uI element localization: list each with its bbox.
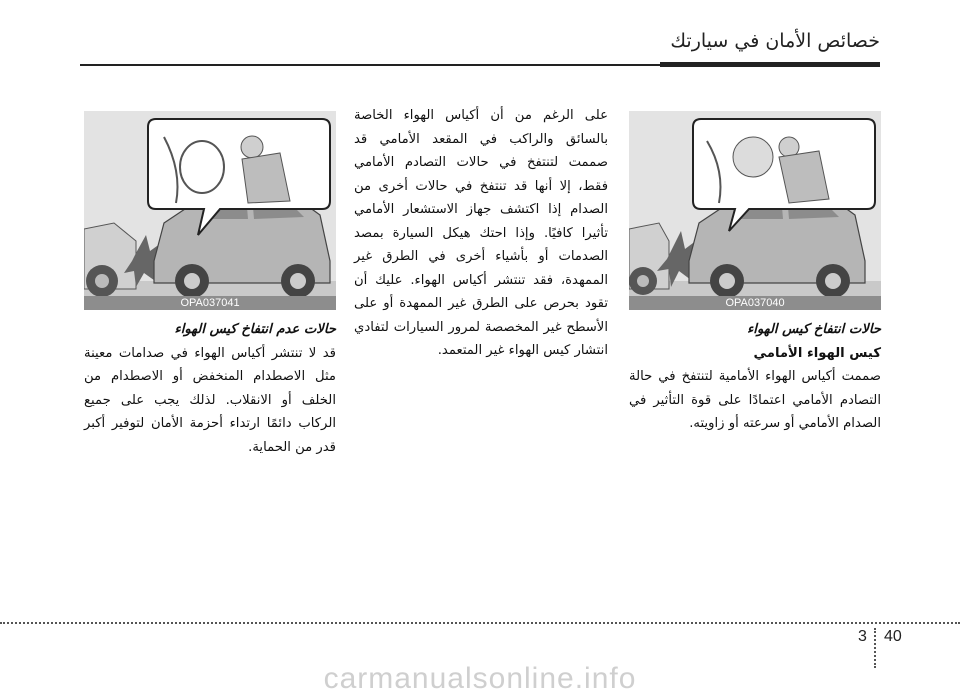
header-rule-accent: [660, 62, 880, 67]
watermark: carmanualsonline.info: [323, 662, 637, 695]
left-caption: حالات عدم انتفاخ كيس الهواء: [174, 322, 336, 337]
left-column: [84, 318, 336, 459]
right-caption: حالات انتفاخ كيس الهواء: [747, 322, 881, 337]
middle-column: [354, 104, 608, 363]
figure-code-left: OPA037041: [84, 296, 336, 310]
figure-code-right: OPA037040: [629, 296, 881, 310]
collision-illustration-left: [84, 111, 336, 310]
page-number: 40: [884, 628, 902, 645]
left-paragraph: قد لا تنتشر أكياس الهواء في صدامات معينة مثل الاصطدام المنخفض أو الاصطدام من الخلف أو الانقلاب. لذلك يجب على جميع الركاب دائمًا ارتداء أحزمة الأمان لتوفير أكبر قدر من الحماية.: [84, 345, 336, 455]
chapter-number: 3: [858, 628, 867, 645]
figure-airbag-deploy: [629, 111, 881, 310]
footer-rule: [0, 622, 960, 624]
right-paragraph: صممت أكياس الهواء الأمامية لتنتفخ في حالة التصادم الأمامي اعتمادًا على قوة التأثير في الصدام الأمامي أو سرعته أو زاويته.: [629, 369, 881, 431]
right-subheading: كيس الهواء الأمامي: [753, 345, 881, 361]
collision-illustration-right: [629, 111, 881, 310]
middle-paragraph: على الرغم من أن أكياس الهواء الخاصة بالسائق والراكب في المقعد الأمامي قد صممت لتنتفخ في حالات التصادم الأمامي فقط، إلا أنها قد تنتفخ في حالات أخرى من الصدام إذا اكتشف جهاز الاستشعار الأمامي تأثيرا كافيًا. وإذا احتك هيكل السيارة بمصد الصدمات أو بأشياء أخرى في الطرق غير الممهدة، فقد تنتشر أكياس الهواء. عليك أن تقود بحرص على الطرق غير الممهدة أو على الأسطح غير المخصصة لمرور السيارات لتفادي انتشار كيس الهواء غير المتعمد.: [354, 108, 608, 358]
right-column: [629, 318, 881, 436]
page-header-title: خصائص الأمان في سيارتك: [670, 30, 880, 52]
figure-airbag-no-deploy: [84, 111, 336, 310]
